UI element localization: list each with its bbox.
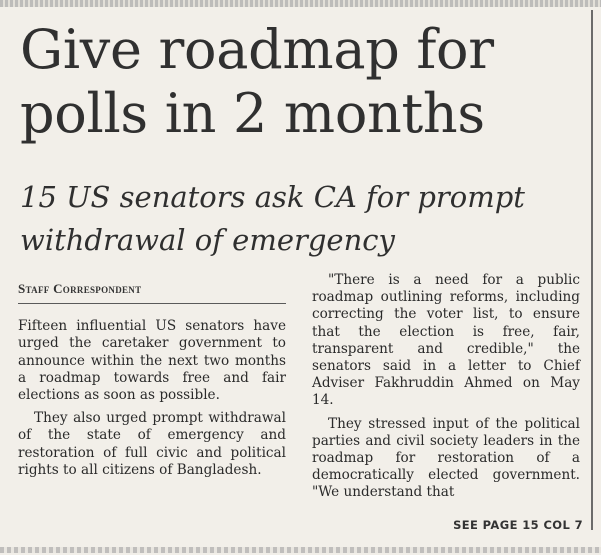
- paragraph: They also urged prompt withdrawal of the state of emergency and restoration of full civic and political rights to all citizens of Bangladesh.: [18, 410, 286, 478]
- bottom-edge-rule: [0, 547, 601, 553]
- left-column: [18, 280, 286, 485]
- column-rule: [591, 10, 593, 530]
- paragraph: They stressed input of the political parties and civil society leaders in the roadmap for restoration of a democratically elected government. "We understand that: [312, 415, 580, 501]
- byline: Staff Correspondent: [18, 280, 286, 304]
- subheadline: 15 US senators ask CA for prompt withdrawal of emergency: [20, 180, 525, 257]
- headline: Give roadmap for polls in 2 months: [20, 18, 494, 145]
- jump-line: SEE PAGE 15 COL 7: [453, 518, 583, 532]
- paragraph: "There is a need for a public roadmap outlining reforms, including correcting the voter list, to ensure that the election is free, fair, transparent and credible," the senators said in a letter to Chief Adviser Fakhruddin Ahmed on May 14.: [312, 272, 580, 409]
- paragraph: Fifteen influential US senators have urged the caretaker government to announce within the next two months a roadmap towards free and fair elections as soon as possible.: [18, 318, 286, 404]
- top-edge-rule: [0, 0, 601, 7]
- right-column: [312, 272, 580, 508]
